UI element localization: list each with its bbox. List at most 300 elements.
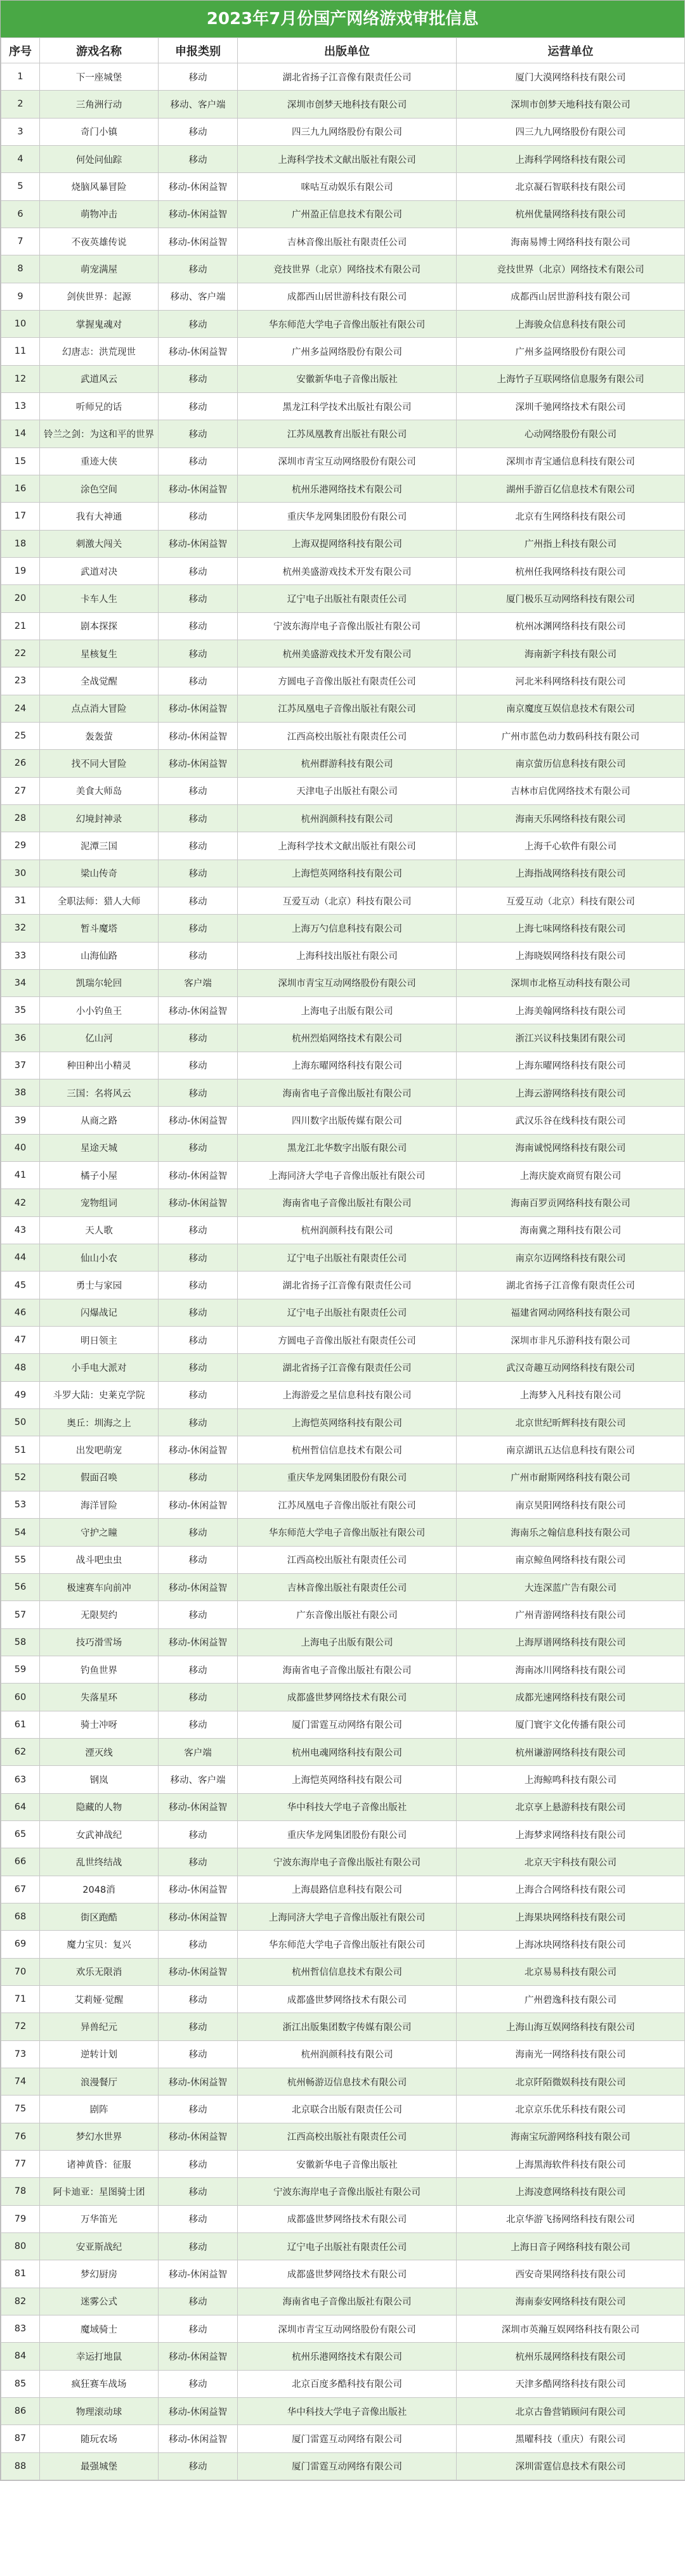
- cell-game-name: 奥丘：圳海之上: [40, 1409, 159, 1436]
- cell-publisher: 上海电子出版有限公司: [238, 997, 457, 1024]
- table-row: [1, 969, 685, 996]
- table-row: [1, 283, 685, 310]
- cell-operator: 北京有生网络科技有限公司: [457, 503, 685, 530]
- cell-publisher: 深圳市青宝互动网络股份有限公司: [238, 2315, 457, 2342]
- cell-game-name: 全职法师：猎人大师: [40, 887, 159, 914]
- cell-publisher: 江西高校出版社有限责任公司: [238, 722, 457, 749]
- cell-operator: 深圳雷霆信息技术有限公司: [457, 2452, 685, 2480]
- cell-game-name: 山海仙路: [40, 942, 159, 969]
- cell-game-name: 勇士与家园: [40, 1272, 159, 1299]
- cell-publisher: 杭州烈焰网络技术有限公司: [238, 1024, 457, 1052]
- cell-category: 移动: [159, 1546, 238, 1573]
- cell-publisher: 重庆华龙网集团股份有限公司: [238, 1464, 457, 1491]
- cell-index: 35: [1, 997, 40, 1024]
- cell-operator: 武汉奇趣互动网络科技有限公司: [457, 1354, 685, 1381]
- cell-index: 4: [1, 145, 40, 172]
- cell-operator: 广州指上科技有限公司: [457, 530, 685, 557]
- cell-game-name: 听师兄的话: [40, 392, 159, 420]
- cell-index: 64: [1, 1793, 40, 1820]
- cell-publisher: 深圳市青宝互动网络股份有限公司: [238, 448, 457, 475]
- cell-operator: 北京凝石智联科技有限公司: [457, 173, 685, 200]
- cell-index: 44: [1, 1244, 40, 1272]
- table-row: [1, 1327, 685, 1354]
- table-row: [1, 1739, 685, 1766]
- header-index: 序号: [1, 38, 40, 63]
- cell-index: 84: [1, 2343, 40, 2370]
- cell-publisher: 上海同济大学电子音像出版社有限公司: [238, 1903, 457, 1930]
- cell-index: 40: [1, 1134, 40, 1161]
- cell-publisher: 互爱互动（北京）科技有限公司: [238, 887, 457, 914]
- cell-publisher: 杭州润颜科技有限公司: [238, 2040, 457, 2068]
- cell-category: 移动-休闲益智: [159, 1436, 238, 1464]
- cell-index: 79: [1, 2205, 40, 2232]
- table-row: [1, 2288, 685, 2315]
- cell-index: 58: [1, 1628, 40, 1656]
- cell-index: 33: [1, 942, 40, 969]
- cell-operator: 上海冰块网络科技有限公司: [457, 1931, 685, 1958]
- cell-publisher: 安徽新华电子音像出版社: [238, 365, 457, 392]
- cell-index: 7: [1, 228, 40, 255]
- table-row: [1, 942, 685, 969]
- cell-index: 72: [1, 2013, 40, 2040]
- cell-category: 移动: [159, 1409, 238, 1436]
- cell-publisher: 海南省电子音像出版社有限公司: [238, 1189, 457, 1216]
- cell-operator: 南京萤历信息科技有限公司: [457, 750, 685, 777]
- cell-index: 77: [1, 2150, 40, 2177]
- cell-operator: 上海凌意网络科技有限公司: [457, 2178, 685, 2205]
- cell-category: 移动: [159, 1354, 238, 1381]
- cell-category: 移动: [159, 667, 238, 695]
- cell-publisher: 吉林音像出版社有限责任公司: [238, 228, 457, 255]
- cell-game-name: 明日领主: [40, 1327, 159, 1354]
- cell-operator: 北京世纪昕辉科技有限公司: [457, 1409, 685, 1436]
- cell-operator: 上海云游网络科技有限公司: [457, 1079, 685, 1107]
- table-row: [1, 338, 685, 365]
- cell-index: 26: [1, 750, 40, 777]
- cell-game-name: 艾莉娅·觉醒: [40, 1985, 159, 2012]
- cell-game-name: 天人歌: [40, 1216, 159, 1244]
- cell-category: 移动: [159, 1656, 238, 1684]
- cell-index: 18: [1, 530, 40, 557]
- cell-game-name: 铃兰之剑：为这和平的世界: [40, 420, 159, 448]
- table-row: [1, 392, 685, 420]
- cell-category: 移动: [159, 1272, 238, 1299]
- cell-category: 移动: [159, 1519, 238, 1546]
- cell-operator: 北京享上悬游科技有限公司: [457, 1793, 685, 1820]
- cell-game-name: 极速赛车向前冲: [40, 1574, 159, 1601]
- cell-publisher: 成都盛世梦网络技术有限公司: [238, 2260, 457, 2288]
- cell-category: 移动-休闲益智: [159, 200, 238, 228]
- cell-operator: 上海指战网络科技有限公司: [457, 860, 685, 887]
- table-row: [1, 1052, 685, 1079]
- cell-category: 移动: [159, 860, 238, 887]
- table-row: [1, 887, 685, 914]
- cell-category: 移动-休闲益智: [159, 1162, 238, 1189]
- cell-publisher: 深圳市青宝互动网络股份有限公司: [238, 969, 457, 996]
- cell-category: 移动: [159, 1134, 238, 1161]
- cell-publisher: 厦门雷霆互动网络有限公司: [238, 2452, 457, 2480]
- table-row: [1, 1354, 685, 1381]
- cell-game-name: 钢岚: [40, 1766, 159, 1793]
- cell-publisher: 成都西山居世游科技有限公司: [238, 283, 457, 310]
- cell-category: 移动: [159, 1244, 238, 1272]
- header-row: [1, 38, 685, 63]
- cell-index: 56: [1, 1574, 40, 1601]
- cell-index: 88: [1, 2452, 40, 2480]
- cell-operator: 海南易博士网络科技有限公司: [457, 228, 685, 255]
- cell-operator: 深圳市英瀚互娱网络科技有限公司: [457, 2315, 685, 2342]
- cell-index: 76: [1, 2123, 40, 2150]
- cell-game-name: 魔域骑士: [40, 2315, 159, 2342]
- table-row: [1, 1903, 685, 1930]
- cell-operator: 南京尔迈网络科技有限公司: [457, 1244, 685, 1272]
- cell-publisher: 宁波东海岸电子音像出版社有限公司: [238, 612, 457, 640]
- cell-operator: 海南冰川网络科技有限公司: [457, 1656, 685, 1684]
- cell-game-name: 小小钓鱼王: [40, 997, 159, 1024]
- cell-operator: 南京湖讯五达信息科技有限公司: [457, 1436, 685, 1464]
- table-row: [1, 1931, 685, 1958]
- cell-operator: 广州碧逸科技有限公司: [457, 1985, 685, 2012]
- cell-index: 13: [1, 392, 40, 420]
- cell-operator: 吉林市启优网络技术有限公司: [457, 777, 685, 804]
- table-row: [1, 1793, 685, 1820]
- cell-index: 87: [1, 2425, 40, 2452]
- cell-index: 16: [1, 475, 40, 502]
- cell-publisher: 江苏凤凰电子音像出版社有限公司: [238, 1491, 457, 1519]
- cell-index: 80: [1, 2232, 40, 2260]
- cell-category: 移动-休闲益智: [159, 695, 238, 722]
- cell-game-name: 烧脑风暴冒险: [40, 173, 159, 200]
- cell-publisher: 杭州电魂网络科技有限公司: [238, 1739, 457, 1766]
- cell-operator: 上海山海互娱网络科技有限公司: [457, 2013, 685, 2040]
- cell-index: 45: [1, 1272, 40, 1299]
- cell-index: 6: [1, 200, 40, 228]
- table-row: [1, 2260, 685, 2288]
- table-row: [1, 1024, 685, 1052]
- table-row: [1, 2452, 685, 2480]
- cell-operator: 深圳市非凡乐游科技有限公司: [457, 1327, 685, 1354]
- cell-publisher: 上海科学技术文献出版社有限公司: [238, 145, 457, 172]
- cell-game-name: 安亚斯战纪: [40, 2232, 159, 2260]
- cell-category: 移动: [159, 612, 238, 640]
- cell-index: 1: [1, 63, 40, 91]
- cell-category: 移动: [159, 503, 238, 530]
- cell-index: 74: [1, 2068, 40, 2095]
- cell-publisher: 杭州哲信信息技术有限公司: [238, 1436, 457, 1464]
- cell-game-name: 战斗吧虫虫: [40, 1546, 159, 1573]
- cell-operator: 深圳市北格互动科技有限公司: [457, 969, 685, 996]
- cell-operator: 上海果块网络科技有限公司: [457, 1903, 685, 1930]
- cell-game-name: 魔力宝贝：复兴: [40, 1931, 159, 1958]
- cell-index: 20: [1, 585, 40, 612]
- cell-operator: 海南百罗贡网络科技有限公司: [457, 1189, 685, 1216]
- cell-category: 移动-休闲益智: [159, 1628, 238, 1656]
- cell-publisher: 北京百度多酷科技有限公司: [238, 2370, 457, 2397]
- table-row: [1, 1244, 685, 1272]
- cell-category: 移动: [159, 2205, 238, 2232]
- cell-operator: 南京魔度互娱信息技术有限公司: [457, 695, 685, 722]
- table-row: [1, 310, 685, 337]
- cell-category: 移动: [159, 365, 238, 392]
- table-row: [1, 530, 685, 557]
- cell-index: 82: [1, 2288, 40, 2315]
- cell-operator: 上海七味网络科技有限公司: [457, 915, 685, 942]
- cell-game-name: 幻唐志：洪荒现世: [40, 338, 159, 365]
- cell-publisher: 杭州润颜科技有限公司: [238, 804, 457, 832]
- cell-category: 移动-休闲益智: [159, 1876, 238, 1903]
- cell-category: 移动-休闲益智: [159, 338, 238, 365]
- table-row: [1, 722, 685, 749]
- cell-operator: 海南乐之翰信息科技有限公司: [457, 1519, 685, 1546]
- cell-game-name: 守护之瞳: [40, 1519, 159, 1546]
- cell-operator: 海南新字科技有限公司: [457, 640, 685, 667]
- cell-index: 78: [1, 2178, 40, 2205]
- cell-category: 移动: [159, 640, 238, 667]
- cell-category: 移动: [159, 118, 238, 145]
- cell-publisher: 湖北省扬子江音像有限责任公司: [238, 1354, 457, 1381]
- cell-operator: 北京阡陌微娱科技有限公司: [457, 2068, 685, 2095]
- table-row: [1, 173, 685, 200]
- cell-category: 移动-休闲益智: [159, 1793, 238, 1820]
- cell-operator: 杭州谦游网络科技有限公司: [457, 1739, 685, 1766]
- cell-game-name: 掌握鬼魂对: [40, 310, 159, 337]
- cell-category: 移动-休闲益智: [159, 1574, 238, 1601]
- cell-game-name: 乱世终结战: [40, 1848, 159, 1876]
- cell-operator: 南京昊阳网络科技有限公司: [457, 1491, 685, 1519]
- table-row: [1, 2013, 685, 2040]
- table-row: [1, 118, 685, 145]
- cell-publisher: 上海万勺信息科技有限公司: [238, 915, 457, 942]
- header-category: 申报类别: [159, 38, 238, 63]
- cell-publisher: 华中科技大学电子音像出版社: [238, 1793, 457, 1820]
- cell-game-name: 物理滚动球: [40, 2397, 159, 2425]
- cell-index: 86: [1, 2397, 40, 2425]
- cell-publisher: 成都盛世梦网络技术有限公司: [238, 1684, 457, 1711]
- table-row: [1, 1519, 685, 1546]
- cell-index: 83: [1, 2315, 40, 2342]
- cell-publisher: 方圆电子音像出版社有限责任公司: [238, 667, 457, 695]
- table-row: [1, 1134, 685, 1161]
- cell-index: 65: [1, 1821, 40, 1848]
- cell-index: 73: [1, 2040, 40, 2068]
- cell-game-name: 凯瑞尔轮回: [40, 969, 159, 996]
- cell-publisher: 上海电子出版有限公司: [238, 1628, 457, 1656]
- cell-game-name: 奇门小镇: [40, 118, 159, 145]
- cell-publisher: 上海东曜网络科技有限公司: [238, 1052, 457, 1079]
- cell-index: 28: [1, 804, 40, 832]
- cell-game-name: 种田种出小精灵: [40, 1052, 159, 1079]
- cell-operator: 成都光速网络科技有限公司: [457, 1684, 685, 1711]
- cell-publisher: 厦门雷霆互动网络有限公司: [238, 2425, 457, 2452]
- table-row: [1, 475, 685, 502]
- cell-category: 移动: [159, 1931, 238, 1958]
- table-row: [1, 2096, 685, 2123]
- cell-game-name: 找不同大冒险: [40, 750, 159, 777]
- table-row: [1, 1409, 685, 1436]
- cell-publisher: 浙江出版集团数字传媒有限公司: [238, 2013, 457, 2040]
- table-row: [1, 695, 685, 722]
- cell-category: 移动: [159, 1327, 238, 1354]
- table-row: [1, 91, 685, 118]
- cell-publisher: 杭州畅游迈信息技术有限公司: [238, 2068, 457, 2095]
- cell-game-name: 剧阵: [40, 2096, 159, 2123]
- cell-operator: 杭州冰渊网络科技有限公司: [457, 612, 685, 640]
- cell-category: 移动、客户端: [159, 1766, 238, 1793]
- cell-operator: 深圳市青宝通信息科技有限公司: [457, 448, 685, 475]
- cell-operator: 海南光一网络科技有限公司: [457, 2040, 685, 2068]
- cell-index: 68: [1, 1903, 40, 1930]
- table-row: [1, 255, 685, 283]
- cell-category: 移动-休闲益智: [159, 1491, 238, 1519]
- cell-category: 移动: [159, 420, 238, 448]
- cell-operator: 西安奇果网络科技有限公司: [457, 2260, 685, 2288]
- cell-game-name: 重迹大侠: [40, 448, 159, 475]
- cell-game-name: 星核复生: [40, 640, 159, 667]
- table-row: [1, 228, 685, 255]
- cell-operator: 上海梦入凡科技有限公司: [457, 1381, 685, 1408]
- cell-category: 移动-休闲益智: [159, 530, 238, 557]
- cell-category: 移动: [159, 942, 238, 969]
- cell-publisher: 杭州美盛游戏技术开发有限公司: [238, 557, 457, 584]
- cell-category: 移动: [159, 1711, 238, 1738]
- table-row: [1, 420, 685, 448]
- cell-category: 移动: [159, 2452, 238, 2480]
- cell-index: 30: [1, 860, 40, 887]
- cell-category: 移动: [159, 145, 238, 172]
- cell-index: 22: [1, 640, 40, 667]
- cell-category: 移动-休闲益智: [159, 173, 238, 200]
- cell-category: 移动: [159, 2288, 238, 2315]
- cell-game-name: 萌物冲击: [40, 200, 159, 228]
- cell-operator: 上海黑海软件科技有限公司: [457, 2150, 685, 2177]
- cell-index: 41: [1, 1162, 40, 1189]
- cell-game-name: 假面召唤: [40, 1464, 159, 1491]
- cell-game-name: 疯狂赛车战场: [40, 2370, 159, 2397]
- cell-category: 移动: [159, 557, 238, 584]
- cell-publisher: 上海科技出版社有限公司: [238, 942, 457, 969]
- table-body: [1, 63, 685, 2480]
- cell-operator: 上海鲸鸣科技有限公司: [457, 1766, 685, 1793]
- cell-game-name: 欢乐无限消: [40, 1958, 159, 1985]
- cell-game-name: 三国：名将风云: [40, 1079, 159, 1107]
- cell-game-name: 2048消: [40, 1876, 159, 1903]
- cell-game-name: 随玩农场: [40, 2425, 159, 2452]
- cell-category: 移动: [159, 804, 238, 832]
- table-row: [1, 750, 685, 777]
- cell-publisher: 上海恺英网络科技有限公司: [238, 860, 457, 887]
- cell-category: 移动-休闲益智: [159, 2343, 238, 2370]
- cell-game-name: 海洋冒险: [40, 1491, 159, 1519]
- cell-game-name: 卡车人生: [40, 585, 159, 612]
- cell-operator: 北京易易科技有限公司: [457, 1958, 685, 1985]
- cell-game-name: 女武神战纪: [40, 1821, 159, 1848]
- cell-game-name: 阿卡迪亚：星图骑士团: [40, 2178, 159, 2205]
- cell-category: 移动-休闲益智: [159, 2397, 238, 2425]
- table-row: [1, 448, 685, 475]
- table-row: [1, 2315, 685, 2342]
- table-row: [1, 63, 685, 91]
- cell-publisher: 江苏凤凰电子音像出版社有限公司: [238, 695, 457, 722]
- cell-operator: 上海东曜网络科技有限公司: [457, 1052, 685, 1079]
- cell-operator: 上海梦求网络科技有限公司: [457, 1821, 685, 1848]
- table-row: [1, 2425, 685, 2452]
- cell-category: 移动: [159, 1024, 238, 1052]
- cell-index: 53: [1, 1491, 40, 1519]
- header-operator: 运营单位: [457, 38, 685, 63]
- cell-game-name: 我有大神通: [40, 503, 159, 530]
- cell-category: 移动: [159, 1601, 238, 1628]
- cell-category: 移动-休闲益智: [159, 2123, 238, 2150]
- cell-index: 29: [1, 832, 40, 860]
- cell-operator: 广州青游网络科技有限公司: [457, 1601, 685, 1628]
- cell-game-name: 泥潭三国: [40, 832, 159, 860]
- cell-operator: 厦门大漠网络科技有限公司: [457, 63, 685, 91]
- cell-operator: 厦门寰宇文化传播有限公司: [457, 1711, 685, 1738]
- table-row: [1, 2150, 685, 2177]
- table-row: [1, 1491, 685, 1519]
- cell-publisher: 安徽新华电子音像出版社: [238, 2150, 457, 2177]
- cell-publisher: 黑龙江北华数字出版有限公司: [238, 1134, 457, 1161]
- cell-operator: 深圳市创梦天地科技有限公司: [457, 91, 685, 118]
- table-row: [1, 1848, 685, 1876]
- cell-publisher: 上海科学技术文献出版社有限公司: [238, 832, 457, 860]
- cell-game-name: 斗罗大陆：史莱克学院: [40, 1381, 159, 1408]
- cell-index: 31: [1, 887, 40, 914]
- cell-operator: 心动网络股份有限公司: [457, 420, 685, 448]
- cell-operator: 大连深蓝广告有限公司: [457, 1574, 685, 1601]
- cell-index: 49: [1, 1381, 40, 1408]
- cell-category: 客户端: [159, 1739, 238, 1766]
- table-row: [1, 1381, 685, 1408]
- cell-index: 75: [1, 2096, 40, 2123]
- cell-operator: 上海庆旋欢商贸有限公司: [457, 1162, 685, 1189]
- table-row: [1, 1162, 685, 1189]
- cell-game-name: 点点消大冒险: [40, 695, 159, 722]
- cell-game-name: 下一座城堡: [40, 63, 159, 91]
- table-row: [1, 2123, 685, 2150]
- cell-category: 移动: [159, 2315, 238, 2342]
- cell-publisher: 华东师范大学电子音像出版社有限公司: [238, 310, 457, 337]
- cell-game-name: 橘子小屋: [40, 1162, 159, 1189]
- cell-index: 81: [1, 2260, 40, 2288]
- cell-category: 移动: [159, 1821, 238, 1848]
- cell-category: 移动: [159, 1079, 238, 1107]
- cell-game-name: 迷雾公式: [40, 2288, 159, 2315]
- cell-game-name: 不夜英雄传说: [40, 228, 159, 255]
- header-game-name: 游戏名称: [40, 38, 159, 63]
- cell-operator: 北京华游飞扬网络科技有限公司: [457, 2205, 685, 2232]
- cell-publisher: 杭州美盛游戏技术开发有限公司: [238, 640, 457, 667]
- cell-game-name: 武道对决: [40, 557, 159, 584]
- cell-publisher: 上海同济大学电子音像出版社有限公司: [238, 1162, 457, 1189]
- cell-publisher: 上海恺英网络科技有限公司: [238, 1766, 457, 1793]
- table-row: [1, 1876, 685, 1903]
- cell-operator: 上海日音子网络科技有限公司: [457, 2232, 685, 2260]
- cell-category: 移动: [159, 1684, 238, 1711]
- cell-game-name: 剑侠世界：起源: [40, 283, 159, 310]
- cell-index: 27: [1, 777, 40, 804]
- cell-index: 57: [1, 1601, 40, 1628]
- cell-index: 5: [1, 173, 40, 200]
- cell-index: 54: [1, 1519, 40, 1546]
- cell-game-name: 闪爆战记: [40, 1299, 159, 1326]
- cell-operator: 上海厚谱网络科技有限公司: [457, 1628, 685, 1656]
- cell-operator: 上海骏众信息科技有限公司: [457, 310, 685, 337]
- cell-game-name: 技巧滑雪场: [40, 1628, 159, 1656]
- table-row: [1, 667, 685, 695]
- cell-index: 51: [1, 1436, 40, 1464]
- cell-category: 移动: [159, 2013, 238, 2040]
